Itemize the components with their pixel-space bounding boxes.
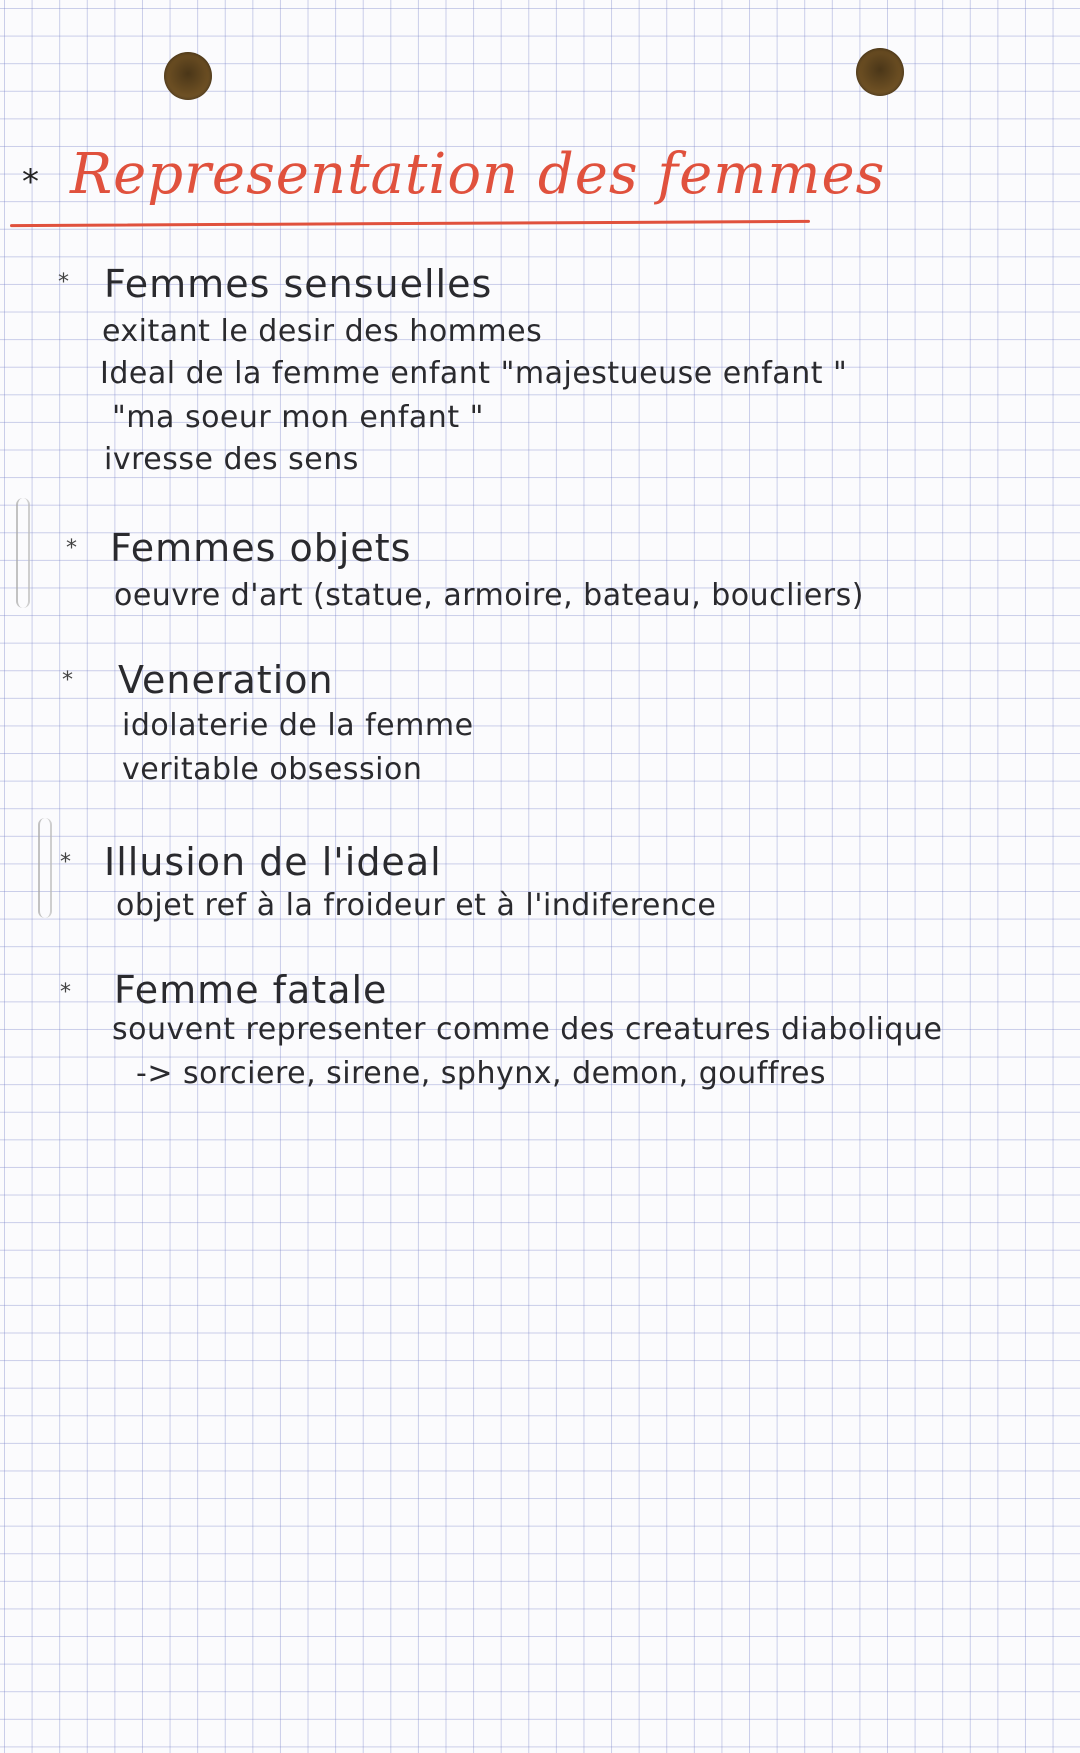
section-line: idolaterie de la femme bbox=[122, 708, 474, 743]
section-line: objet ref à la froideur et à l'indiference bbox=[116, 888, 717, 923]
title-bullet: * bbox=[22, 162, 39, 202]
section-heading: Illusion de l'ideal bbox=[104, 840, 442, 884]
page-title: Representation des femmes bbox=[70, 142, 886, 207]
section-line: "ma soeur mon enfant " bbox=[112, 400, 484, 435]
section-line: veritable obsession bbox=[122, 752, 423, 787]
section-line: -> sorciere, sirene, sphynx, demon, gouffres bbox=[136, 1056, 827, 1091]
section-bullet: * bbox=[60, 850, 71, 875]
section-line: Ideal de la femme enfant "majestueuse enfant " bbox=[100, 356, 848, 391]
pencil-margin-mark bbox=[38, 818, 52, 918]
section-heading: Veneration bbox=[118, 658, 334, 702]
section-heading: Femmes sensuelles bbox=[104, 262, 493, 306]
section-bullet: * bbox=[66, 536, 77, 561]
section-heading: Femme fatale bbox=[114, 968, 388, 1012]
section-bullet: * bbox=[60, 980, 71, 1005]
section-line: souvent representer comme des creatures diabolique bbox=[112, 1012, 943, 1047]
punch-hole-left bbox=[164, 52, 212, 100]
title-underline bbox=[10, 220, 810, 227]
section-line: ivresse des sens bbox=[104, 442, 359, 477]
pencil-margin-mark bbox=[16, 498, 30, 608]
section-heading: Femmes objets bbox=[110, 526, 412, 570]
section-bullet: * bbox=[62, 668, 73, 693]
punch-hole-right bbox=[856, 48, 904, 96]
section-line: exitant le desir des hommes bbox=[102, 314, 543, 349]
section-line: oeuvre d'art (statue, armoire, bateau, boucliers) bbox=[114, 578, 864, 613]
section-bullet: * bbox=[58, 270, 69, 295]
